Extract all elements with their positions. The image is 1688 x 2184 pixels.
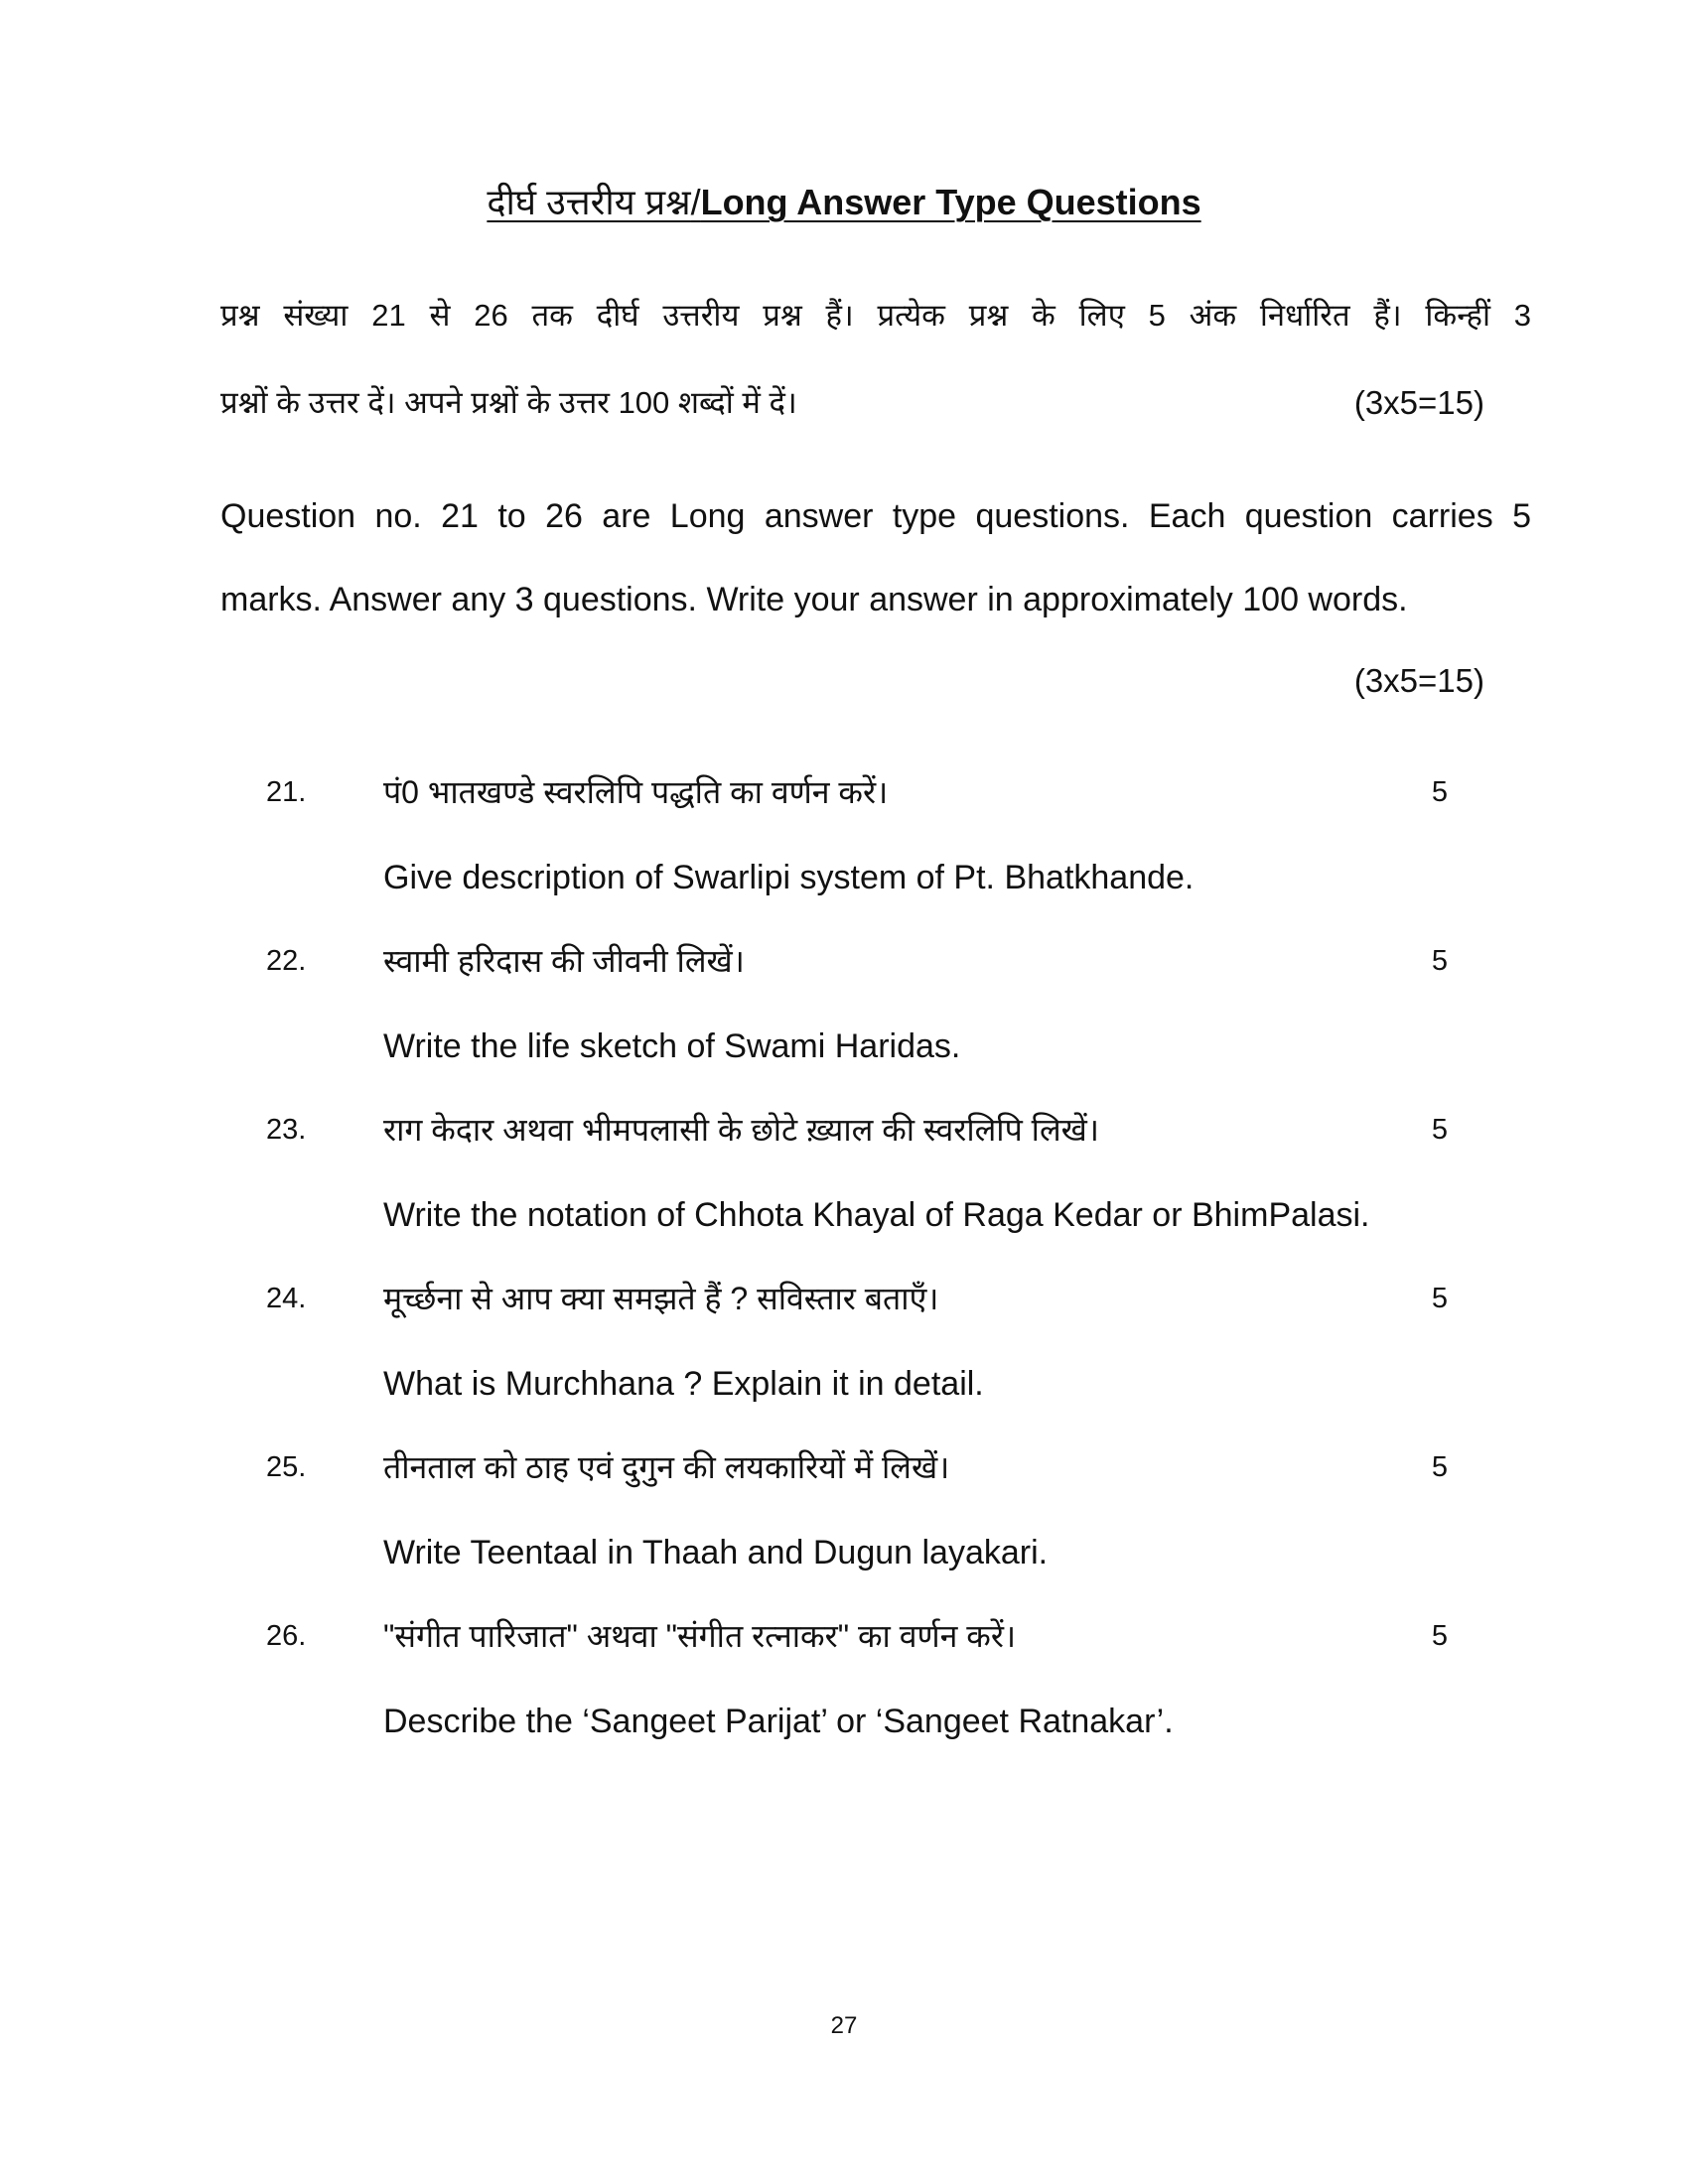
question-row — [0, 1110, 1688, 1150]
question-number: 24. — [266, 1283, 307, 1314]
instructions-english-marks: (3x5=15) — [1353, 662, 1484, 699]
question-number: 26. — [266, 1620, 307, 1652]
question-row — [0, 1616, 1688, 1656]
question-text-hindi: मूर्च्छना से आप क्या समझते हैं ? सविस्तार बताएँ। — [383, 1281, 939, 1316]
question-text-hindi: "संगीत पारिजात" अथवा "संगीत रत्नाकर" का वर्णन करें। — [383, 1618, 1017, 1654]
page-number: 27 — [830, 2012, 858, 2039]
instructions-hindi-line-2: प्रश्नों के उत्तर दें। अपने प्रश्नों के उत्तर 100 शब्दों में दें। — [220, 385, 797, 420]
instructions-hindi-line-1: प्रश्न संख्या 21 से 26 तक दीर्घ उत्तरीय प्रश्न हैं। प्रत्येक प्रश्न के लिए 5 अंक निर्धारित हैं। किन्हीं 3 — [220, 298, 1531, 333]
instructions-english-line-1: Question no. 21 to 26 are Long answer type questions. Each question carries 5 — [220, 497, 1531, 535]
question-number: 23. — [266, 1114, 307, 1146]
heading-english: Long Answer Type Questions — [700, 182, 1201, 222]
question-number: 25. — [266, 1451, 307, 1483]
question-text-english: Give description of Swarlipi system of Pt. Bhatkhande. — [383, 859, 1195, 896]
question-marks: 5 — [1431, 1114, 1449, 1146]
question-text-english: Describe the ‘Sangeet Parijat’ or ‘Sangeet Ratnakar’. — [383, 1703, 1174, 1740]
question-row — [0, 941, 1688, 981]
question-row — [0, 772, 1688, 812]
question-number: 22. — [266, 945, 307, 977]
section-heading — [0, 181, 1688, 224]
question-text-english: What is Murchhana ? Explain it in detail. — [383, 1365, 984, 1403]
question-text-hindi: तीनताल को ठाह एवं दुगुन की लयकारियों में लिखें। — [383, 1449, 950, 1485]
heading-separator: / — [690, 182, 701, 222]
question-row — [0, 1279, 1688, 1318]
question-marks: 5 — [1431, 945, 1449, 977]
question-text-hindi: स्वामी हरिदास की जीवनी लिखें। — [383, 943, 745, 979]
question-text-hindi: राग केदार अथवा भीमपलासी के छोटे ख़्याल की स्वरलिपि लिखें। — [383, 1112, 1099, 1148]
question-marks: 5 — [1431, 1451, 1449, 1483]
heading-hindi: दीर्घ उत्तरीय प्रश्न — [487, 182, 691, 222]
question-text-english: Write the notation of Chhota Khayal of Raga Kedar or BhimPalasi. — [383, 1196, 1370, 1234]
question-marks: 5 — [1431, 776, 1449, 808]
instructions-hindi-marks: (3x5=15) — [1353, 384, 1484, 421]
question-text-hindi: पं0 भातखण्डे स्वरलिपि पद्धति का वर्णन करें। — [383, 774, 889, 810]
question-text-english: Write the life sketch of Swami Haridas. — [383, 1027, 961, 1065]
question-marks: 5 — [1431, 1620, 1449, 1652]
instructions-english-line-2: marks. Answer any 3 questions. Write your answer in approximately 100 words. — [220, 581, 1408, 618]
question-marks: 5 — [1431, 1283, 1449, 1314]
question-row — [0, 1447, 1688, 1487]
question-text-english: Write Teentaal in Thaah and Dugun layakari. — [383, 1534, 1049, 1571]
question-number: 21. — [266, 776, 307, 808]
